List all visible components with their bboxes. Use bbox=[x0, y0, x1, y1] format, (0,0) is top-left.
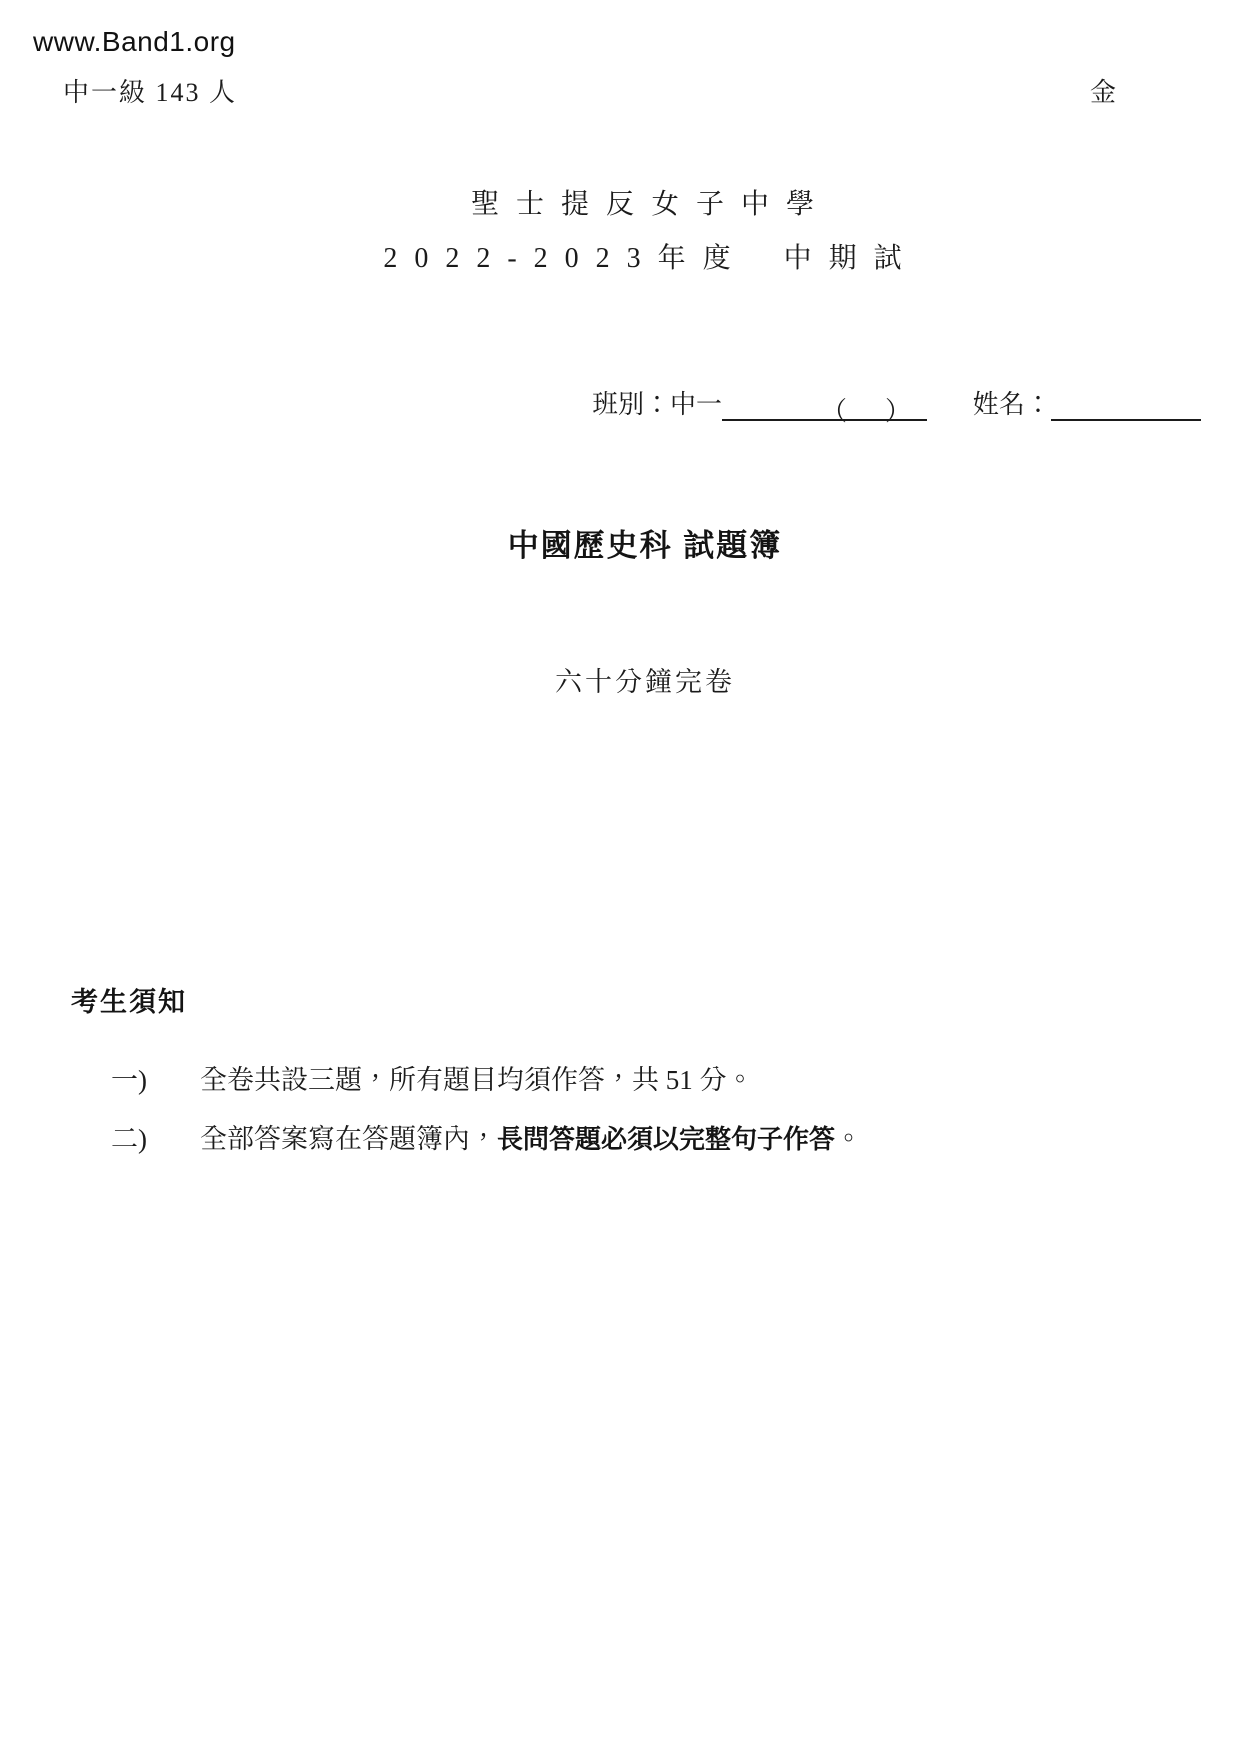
exam-term: 中 期 試 bbox=[783, 243, 907, 274]
class-size-note: 中一級 143 人 bbox=[63, 78, 238, 107]
instruction-2-text: 全部答案寫在答題簿內， bbox=[200, 1124, 497, 1154]
site-watermark: www.Band1.org bbox=[33, 26, 236, 57]
student-fields-line bbox=[592, 384, 1201, 426]
name-fill-in-blank bbox=[1051, 391, 1201, 421]
class-fill-in-blank: （ ） bbox=[722, 391, 927, 421]
exam-year: 2 0 2 2 - 2 0 2 3 年 度 bbox=[383, 243, 736, 274]
duration-note: 六十分鐘完卷 bbox=[555, 667, 735, 697]
corner-mark: 金 bbox=[1090, 78, 1117, 107]
instruction-1-text: 全卷共設三題，所有題目均須作答，共 51 分。 bbox=[200, 1065, 754, 1095]
subject-title: 中國歷史科 試題簿 bbox=[507, 528, 783, 563]
notice-heading: 考生須知 bbox=[71, 987, 187, 1017]
instruction-2-bold-text: 長問答題必須以完整句子作答 bbox=[497, 1124, 836, 1154]
instruction-item-2 bbox=[111, 1117, 862, 1156]
instruction-item-1 bbox=[111, 1058, 754, 1097]
exam-session-line bbox=[50, 236, 1240, 276]
school-name: 聖 士 提 反 女 子 中 學 bbox=[470, 189, 819, 220]
instruction-2-suffix: 。 bbox=[835, 1124, 863, 1154]
instruction-1-number: 一) bbox=[111, 1065, 147, 1095]
class-field-label: 班別：中一 bbox=[592, 390, 723, 419]
name-field-label: 姓名： bbox=[973, 390, 1052, 419]
instruction-2-number: 二) bbox=[111, 1124, 147, 1154]
